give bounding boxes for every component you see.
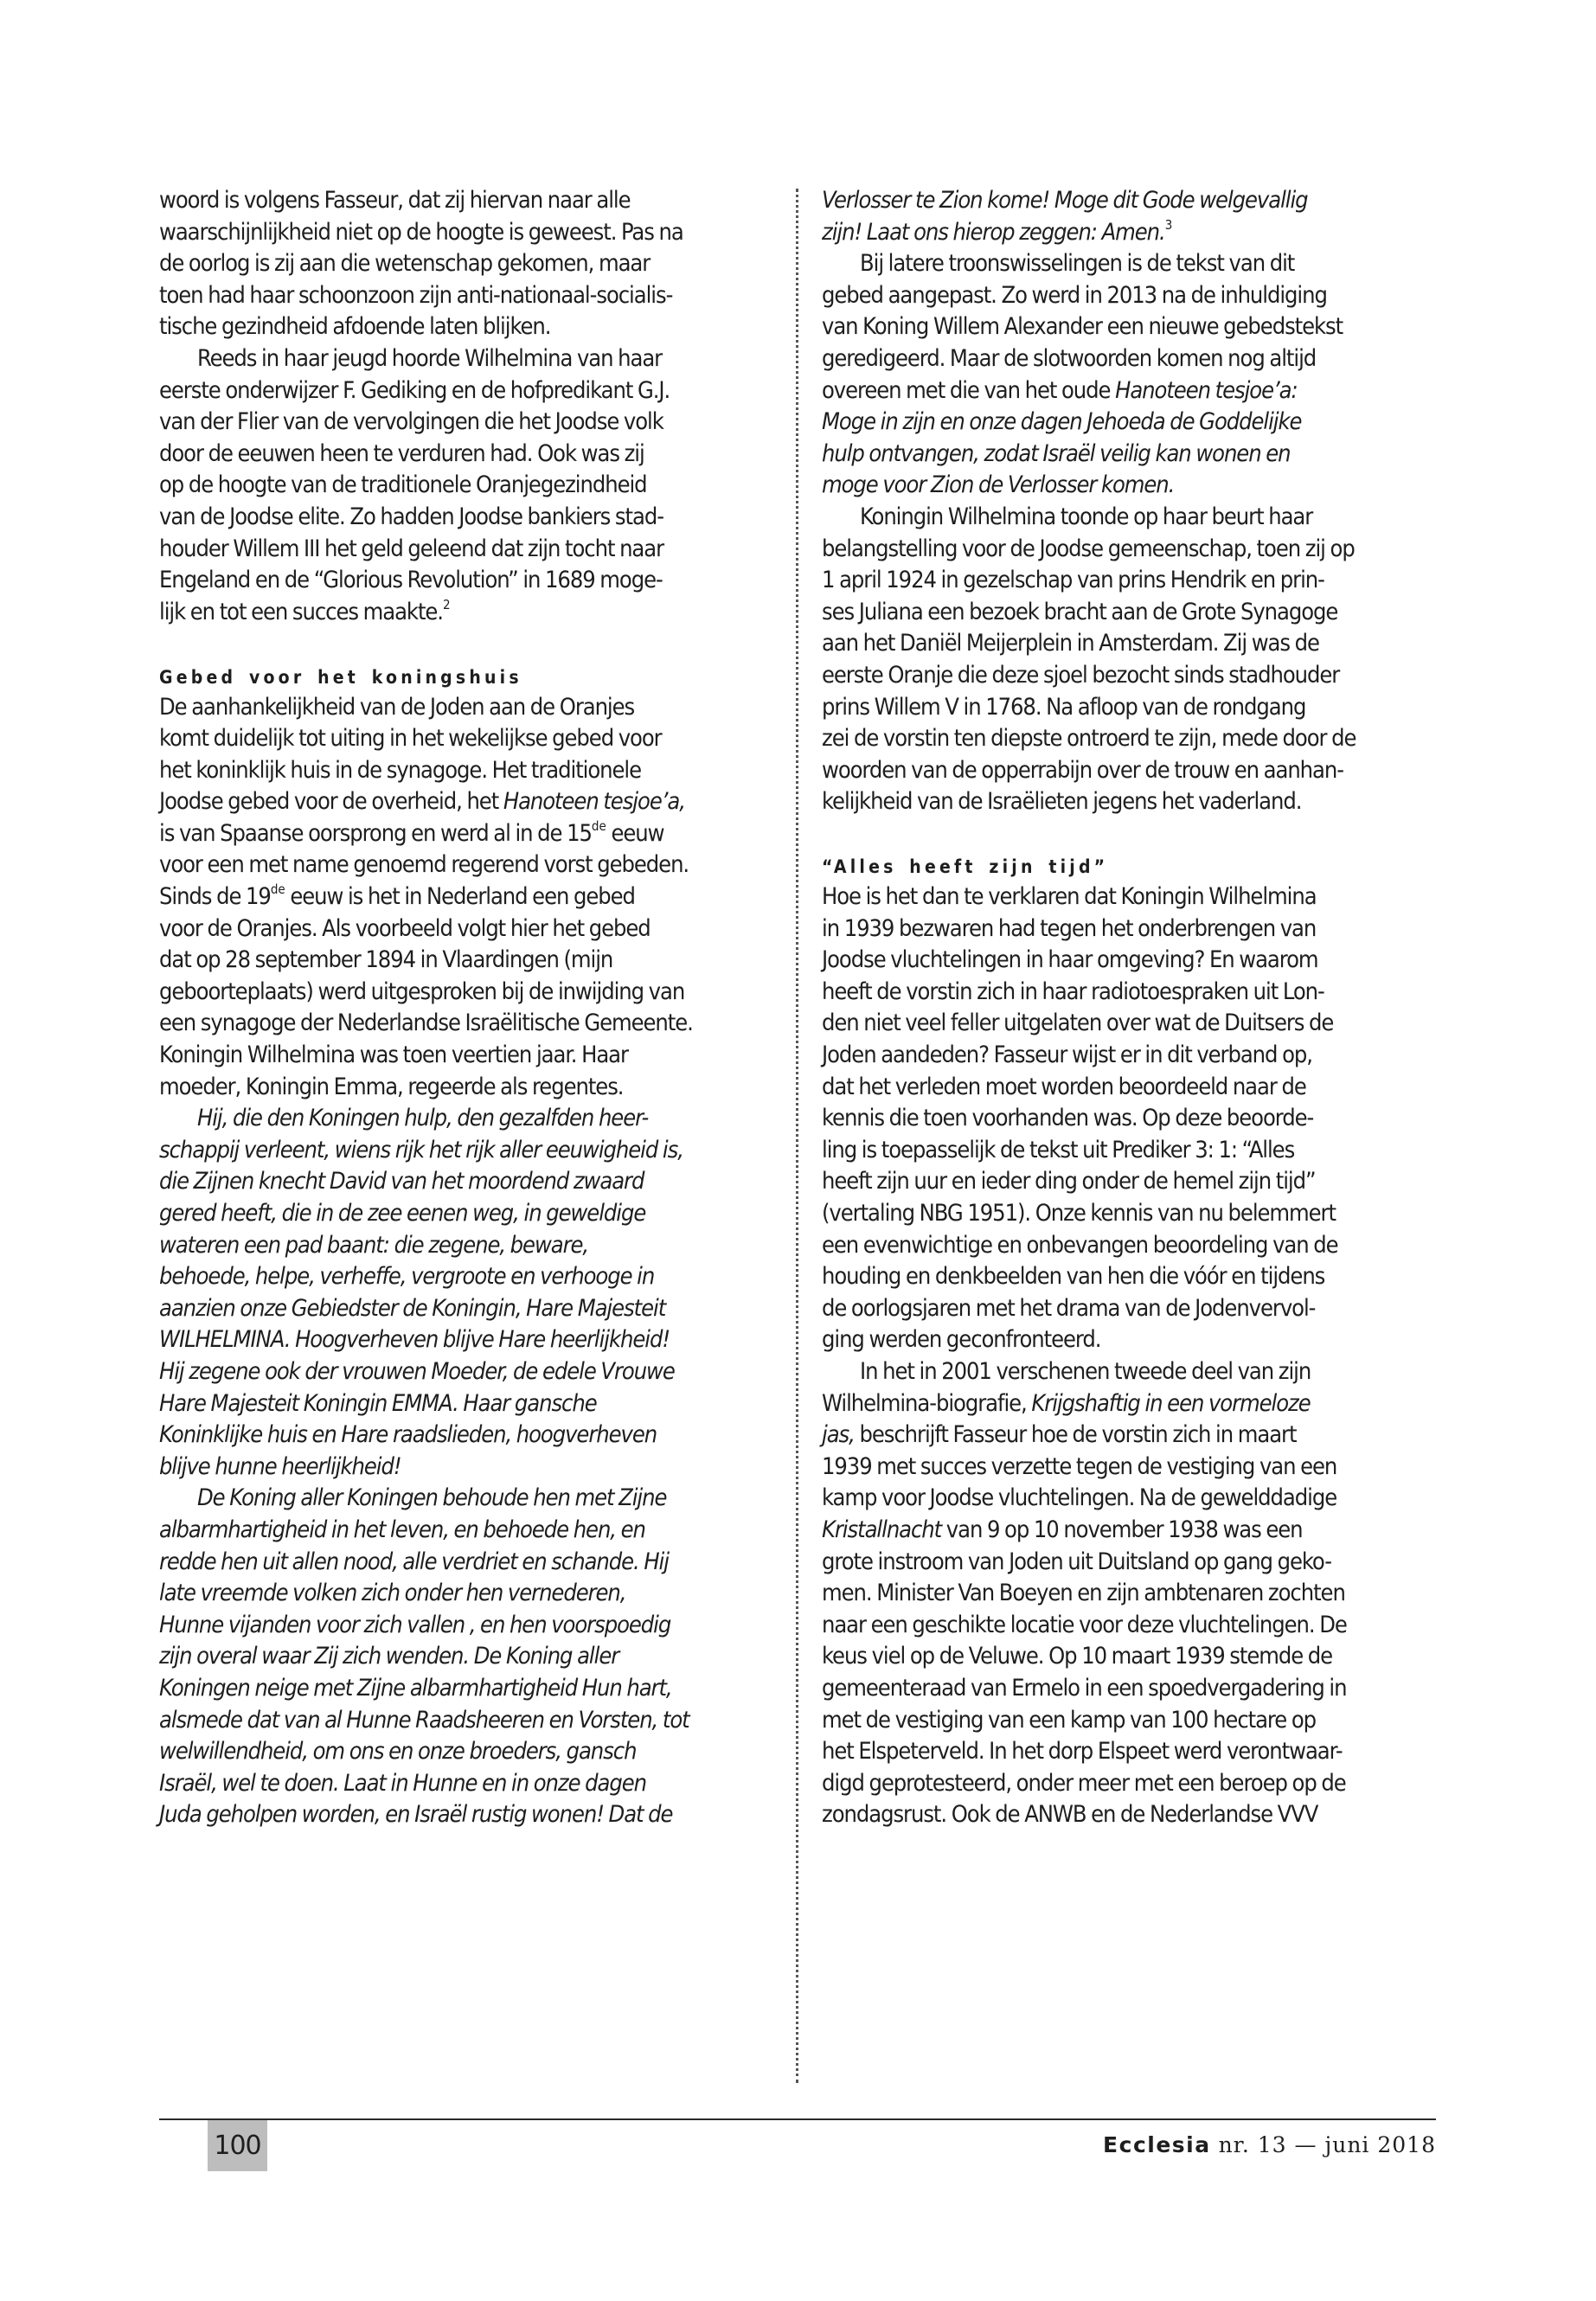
text-line: voor de Oranjes. Als voorbeeld volgt hier het gebed (159, 914, 651, 942)
text: van 9 op 10 november 1938 was een (941, 1516, 1303, 1543)
prayer-line: Hare Majesteit Koningin EMMA. Haar gansche (159, 1389, 597, 1417)
italic-term: Kristallnacht (822, 1516, 942, 1543)
text-line (822, 375, 1441, 407)
text-line: een evenwichtige en onbevangen beoordeling van de (822, 1231, 1338, 1259)
text-line: met de vestiging van een kamp van 100 hectare op (822, 1706, 1317, 1734)
text: Sinds de 19 (159, 883, 271, 911)
text-line (822, 1388, 1441, 1420)
text-line: belangstelling voor de Joodse gemeenschap, toen zij op (822, 535, 1355, 562)
text-line: (vertaling NBG 1951). Onze kennis van nu belemmert (822, 1200, 1336, 1227)
quote-line: hulp ontvangen, zodat Israël veilig kan wonen en (822, 439, 1291, 467)
prayer-line: zijn overal waar Zij zich wenden. De Koning aller (159, 1643, 619, 1670)
prayer-line: Koningen neige met Zijne albarmhartigheid Hun hart, (159, 1674, 672, 1702)
section-heading: Gebed voor het koningshuis (159, 666, 522, 688)
text-line: moeder, Koningin Emma, regeerde als regentes. (159, 1073, 624, 1100)
text: Joodse gebed voor de overheid, het (159, 788, 503, 816)
text-line: toen had haar schoonzoon zijn anti-nationaal-socialis- (159, 281, 673, 309)
text-line: grote instroom van Joden uit Duitsland op gang geko- (822, 1548, 1331, 1575)
prayer-line: alsmede dat van al Hunne Raadsheeren en Vorsten, tot (159, 1706, 689, 1734)
prayer-line: Koninklijke huis en Hare raadslieden, hoogverheven (159, 1421, 657, 1449)
text: zijn! Laat ons hierop zeggen: Amen. (822, 218, 1165, 246)
text-line: woorden van de opperrabijn over de trouw en aanhan- (822, 756, 1343, 784)
prayer-line: Juda geholpen worden, en Israël rustig wonen! Dat de (159, 1801, 673, 1829)
text-line: in 1939 bezwaren had tegen het onderbrengen van (822, 914, 1317, 942)
text-line: van de Joodse elite. Zo hadden Joodse bankiers stad- (159, 503, 663, 530)
text-line: Bij latere troonswisselingen is de tekst van dit (860, 250, 1295, 278)
footer-rule (159, 2118, 1436, 2120)
text-line: tische gezindheid afdoende laten blijken. (159, 313, 551, 341)
text-line: heeft zijn uur en ieder ding onder de hemel zijn tijd” (822, 1168, 1316, 1195)
prayer-line: schappij verleent, wiens rijk het rijk aller eeuwigheid is, (159, 1136, 683, 1163)
text-line (159, 818, 789, 850)
ordinal-suffix: de (270, 881, 285, 898)
section-heading: “Alles heeft zijn tijd” (822, 856, 1109, 878)
text-line: door de eeuwen heen te verduren had. Ook was zij (159, 439, 644, 467)
quote-line: Moge in zijn en onze dagen Jehoeda de Goddelijke (822, 408, 1302, 436)
text-line: ging werden geconfronteerd. (822, 1326, 1101, 1354)
text-line: houder Willem III het geld geleend dat zijn tocht naar (159, 535, 664, 562)
text-line: ses Juliana een bezoek bracht aan de Grote Synagoge (822, 598, 1338, 625)
text-line: zei de vorstin ten diepste ontroerd te zijn, mede door de (822, 725, 1356, 753)
right-column (822, 185, 1441, 1831)
text-line: voor een met name genoemd regerend vorst gebeden. (159, 851, 689, 879)
page-number: 100 (208, 2120, 267, 2171)
italic-term: Hanoteen tesjoe’a: (1115, 376, 1298, 404)
prayer-line (822, 217, 1441, 249)
text-line: dat het verleden moet worden beoordeeld naar de (822, 1073, 1306, 1100)
text-line: gebed aangepast. Zo werd in 2013 na de inhuldiging (822, 281, 1327, 309)
text-line: geboorteplaats) werd uitgesproken bij de inwijding van (159, 977, 685, 1005)
text-line: den niet veel feller uitgelaten over wat de Duitsers de (822, 1009, 1334, 1037)
left-column (159, 185, 789, 1831)
text-line: van der Flier van de vervolgingen die het Joodse volk (159, 408, 663, 436)
text-line: kelijkheid van de Israëlieten jegens het vaderland. (822, 788, 1302, 816)
prayer-line: Hij zegene ook der vrouwen Moeder, de edele Vrouwe (159, 1357, 675, 1385)
text-line: Hoe is het dan te verklaren dat Koningin Wilhelmina (822, 883, 1317, 911)
prayer-line: Israël, wel te doen. Laat in Hunne en in onze dagen (159, 1769, 646, 1797)
text-line: kamp voor Joodse vluchtelingen. Na de gewelddadige (822, 1484, 1337, 1512)
prayer-line: De Koning aller Koningen behoude hen met Zijne (197, 1484, 667, 1512)
text-line: de oorlog is zij aan die wetenschap gekomen, maar (159, 250, 651, 278)
text-line (159, 597, 789, 629)
text-line: men. Minister Van Boeyen en zijn ambtenaren zochten (822, 1580, 1345, 1607)
text-line: Engeland en de “Glorious Revolution” in 1689 moge- (159, 567, 663, 594)
spacer (159, 628, 789, 660)
spacer (822, 818, 1441, 850)
text-line: op de hoogte van de traditionele Oranjegezindheid (159, 471, 647, 499)
text-line: kennis die toen voorhanden was. Op deze beoorde- (822, 1105, 1314, 1132)
text: lijk en tot een succes maakte. (159, 598, 443, 625)
book-title: jas, (822, 1421, 855, 1449)
prayer-line: Hij, die den Koningen hulp, den gezalfden heer- (197, 1105, 649, 1132)
ordinal-suffix: de (591, 817, 606, 834)
prayer-line: late vreemde volken zich onder hen vernederen, (159, 1580, 626, 1607)
footnote-ref[interactable]: 3 (1164, 216, 1173, 233)
text: overeen met die van het oude (822, 376, 1116, 404)
prayer-line: WILHELMINA. Hoogverheven blijve Hare heerlijkheid! (159, 1326, 670, 1354)
text-line: digd geprotesteerd, onder meer met een beroep op de (822, 1769, 1346, 1797)
journal-issue: nr. 13 — juni 2018 (1218, 2132, 1436, 2157)
text-line (159, 881, 789, 913)
text: Wilhelmina-biografie, (822, 1389, 1032, 1417)
text-line: waarschijnlijkheid niet op de hoogte is geweest. Pas na (159, 218, 683, 246)
text-line: eerste onderwijzer F. Gediking en de hofpredikant G.J. (159, 376, 670, 404)
text-line (822, 1420, 1441, 1452)
column-divider (796, 189, 798, 2083)
text-line: dat op 28 september 1894 in Vlaardingen (mijn (159, 946, 613, 974)
text-line: zondagsrust. Ook de ANWB en de Nederlandse VVV (822, 1801, 1318, 1829)
text-line: het Elspeterveld. In het dorp Elspeet werd verontwaar- (822, 1738, 1343, 1766)
text-line: prins Willem V in 1768. Na afloop van de rondgang (822, 693, 1306, 721)
prayer-line: Verlosser te Zion kome! Moge dit Gode welgevallig (822, 187, 1308, 214)
text-line: 1939 met succes verzette tegen de vestiging van een (822, 1452, 1337, 1480)
text-line: gemeenteraad van Ermelo in een spoedvergadering in (822, 1674, 1347, 1702)
footnote-ref[interactable]: 2 (442, 596, 451, 612)
prayer-line: blijve hunne heerlijkheid! (159, 1452, 401, 1480)
text-line: de oorlogsjaren met het drama van de Jodenvervol- (822, 1294, 1316, 1322)
text-line: De aanhankelijkheid van de Joden aan de Oranjes (159, 693, 635, 721)
text-line: aan het Daniël Meijerplein in Amsterdam. Zij was de (822, 630, 1319, 657)
prayer-line: welwillendheid, om ons en onze broeders, gansch (159, 1738, 637, 1766)
prayer-line: die Zijnen knecht David van het moordend zwaard (159, 1168, 644, 1195)
text-line: houding en denkbeelden van hen die vóór en tijdens (822, 1263, 1325, 1291)
text-line: Koningin Wilhelmina was toen veertien jaar. Haar (159, 1042, 628, 1069)
prayer-line: albarmhartigheid in het leven, en behoede hen, en (159, 1516, 645, 1543)
text-line: van Koning Willem Alexander een nieuwe gebedstekst (822, 313, 1343, 341)
text: beschrijft Fasseur hoe de vorstin zich in maart (854, 1421, 1297, 1449)
text-line: In het in 2001 verschenen tweede deel van zijn (860, 1357, 1311, 1385)
text: is van Spaanse oorsprong en werd al in de 15 (159, 819, 592, 847)
prayer-line: redde hen uit allen nood, alle verdriet en schande. Hij (159, 1548, 669, 1575)
journal-name: Ecclesia (1103, 2132, 1211, 2157)
text-line: Reeds in haar jeugd hoorde Wilhelmina van haar (197, 344, 663, 372)
text: eeuw is het in Nederland een gebed (285, 883, 635, 911)
prayer-line: gered heeft, die in de zee eenen weg, in geweldige (159, 1200, 646, 1227)
journal-footer (1103, 2128, 1436, 2163)
book-title: Krijgshaftig in een vormeloze (1031, 1389, 1311, 1417)
text-line: geredigeerd. Maar de slotwoorden komen nog altijd (822, 344, 1317, 372)
prayer-line: wateren een pad baant: die zegene, beware, (159, 1231, 589, 1259)
text-line (159, 786, 789, 818)
text-line: woord is volgens Fasseur, dat zij hiervan naar alle (159, 187, 631, 214)
text: eeuw (606, 819, 664, 847)
prayer-line: behoede, helpe, verheffe, vergroote en verhooge in (159, 1263, 655, 1291)
text-line: het koninklijk huis in de synagoge. Het traditionele (159, 756, 642, 784)
quote-line: moge voor Zion de Verlosser komen. (822, 471, 1175, 499)
text-line: Joodse vluchtelingen in haar omgeving? En waarom (822, 946, 1318, 974)
prayer-line: aanzien onze Gebiedster de Koningin, Hare Majesteit (159, 1294, 666, 1322)
text-line: ling is toepasselijk de tekst uit Prediker 3: 1: “Alles (822, 1136, 1295, 1163)
text-line: keus viel op de Veluwe. Op 10 maart 1939 stemde de (822, 1643, 1333, 1670)
text-line: komt duidelijk tot uiting in het wekelijkse gebed voor (159, 725, 662, 753)
text-line: naar een geschikte locatie voor deze vluchtelingen. De (822, 1611, 1347, 1638)
text-line: eerste Oranje die deze sjoel bezocht sinds stadhouder (822, 661, 1340, 689)
text-line (822, 1515, 1441, 1547)
text-line: een synagoge der Nederlandse Israëlitische Gemeente. (159, 1009, 693, 1037)
italic-term: Hanoteen tesjoe’a, (503, 788, 685, 816)
text-line: Koningin Wilhelmina toonde op haar beurt haar (860, 503, 1313, 530)
text-line: Joden aandeden? Fasseur wijst er in dit verband op, (822, 1042, 1312, 1069)
text-line: 1 april 1924 in gezelschap van prins Hendrik en prin- (822, 567, 1324, 594)
text-line: heeft de vorstin zich in haar radiotoespraken uit Lon- (822, 977, 1324, 1005)
prayer-line: Hunne vijanden voor zich vallen , en hen voorspoedig (159, 1611, 671, 1638)
